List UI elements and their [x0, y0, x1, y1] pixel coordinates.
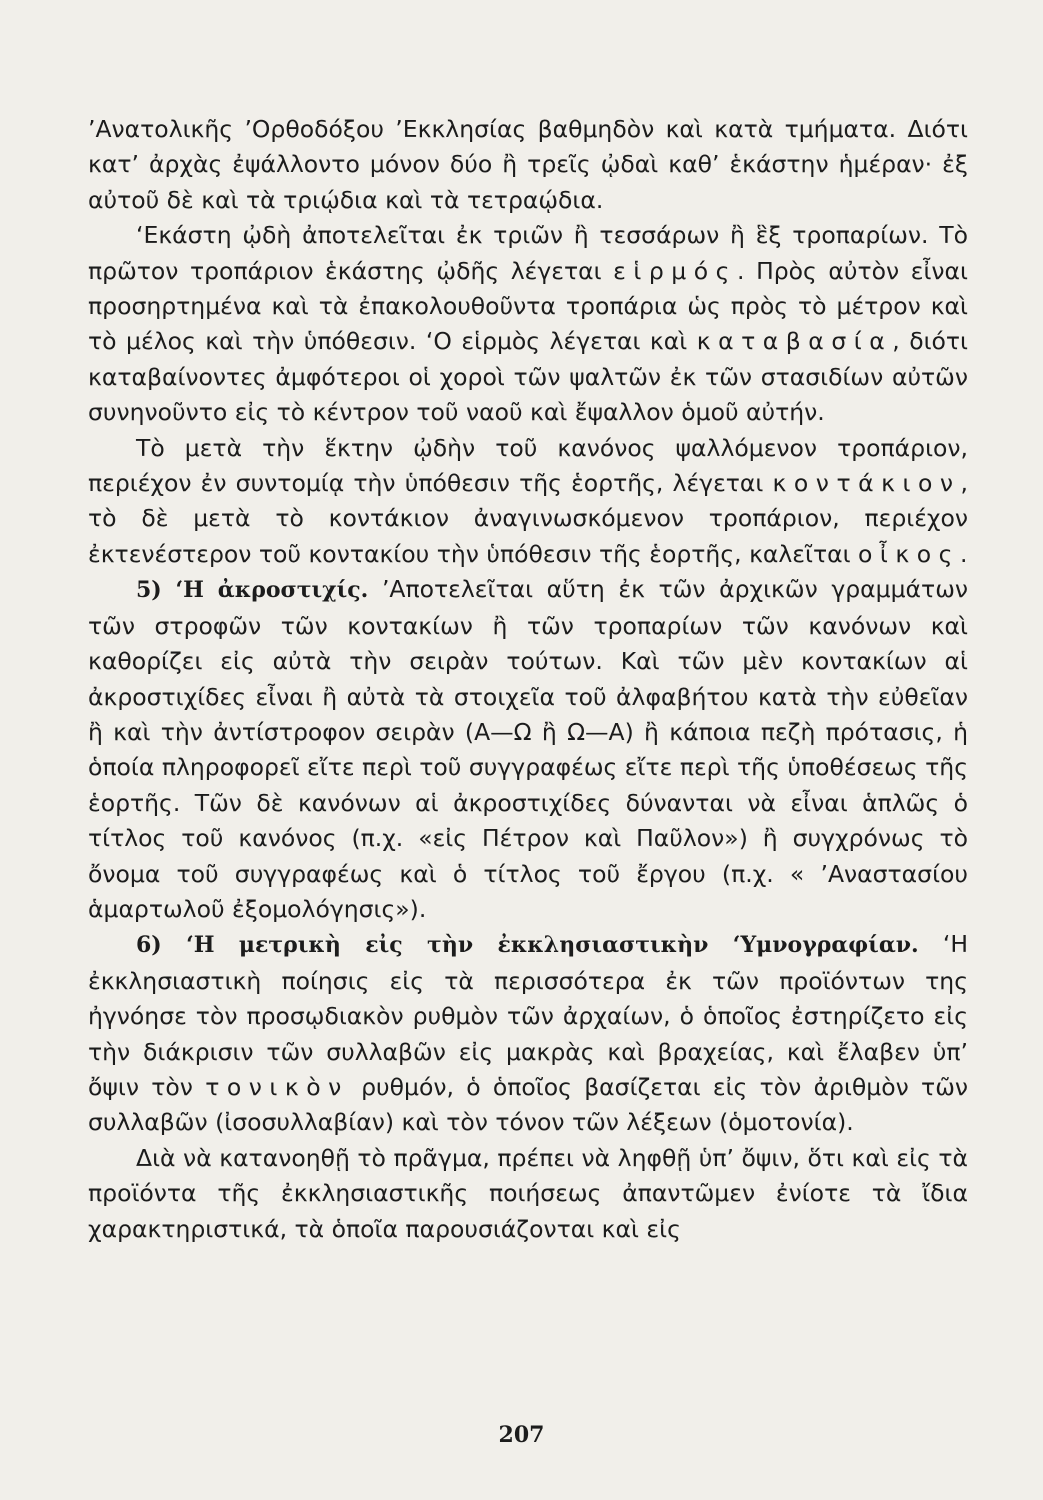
text-run: , διότι καταβαίνοντες ἀμφότεροι οἱ χοροὶ τῶν ψαλτῶν ἐκ τῶν στασιδίων αὐτῶν συνηνοῦντο εἰς τὸ κέντρον τοῦ ναοῦ καὶ ἔψαλλον ὁμοῦ αὐτήν.: [88, 327, 969, 427]
spaced-term: καταβασία: [696, 327, 893, 356]
text-run: ’Αποτελεῖται αὕτη ἐκ τῶν ἀρχικῶν γραμμάτων τῶν στροφῶν τῶν κοντακίων ἢ τῶν τροπαρίων τῶν κανόνων καὶ καθορίζει εἰς αὐτὰ τὴν σειρὰν τούτων. Καὶ τῶν μὲν κοντακίων αἱ ἀκροστιχίδες εἶναι ἢ αὐτὰ τὰ στοιχεῖα τοῦ ἀλφαβήτου κατὰ τὴν εὐθεῖαν ἢ καὶ τὴν ἀντίστροφον σειρὰν (Α—Ω ἢ Ω—Α) ἢ κάποια πεζὴ πρότασις, ἡ ὁποία πληροφορεῖ εἴτε περὶ τοῦ συγγραφέως εἴτε περὶ τῆς ὑποθέσεως τῆς ἑορτῆς. Τῶν δὲ κανόνων αἱ ἀκροστιχίδες δύνανται νὰ εἶναι ἁπλῶς ὁ τίτλος τοῦ κανόνος (π.χ. «εἰς Πέτρον καὶ Παῦλον») ἢ συγχρόνως τὸ ὄνομα τοῦ συγγραφέως καὶ ὁ τίτλος τοῦ ἔργου (π.χ. « ’Αναστασίου ἁμαρτωλοῦ ἐξομολόγησις»).: [88, 575, 968, 923]
paragraph: [88, 572, 968, 927]
paragraph: [88, 1141, 968, 1247]
paragraph: [88, 927, 968, 1140]
spaced-term: τονικὸν: [205, 1072, 349, 1101]
spaced-term: εἱρμός: [613, 256, 737, 285]
text-run: , τὸ δὲ μετὰ τὸ κοντάκιον ἀναγινωσκόμενον τροπάριον, περιέχον ἐκτενέστερον τοῦ κοντακίου τὴν ὑπόθεσιν τῆς ἑορτῆς, καλεῖται: [88, 469, 968, 568]
text-run: ρυθμόν, ὁ ὁποῖος βασίζεται εἰς τὸν ἀριθμὸν τῶν συλλαβῶν (ἰσοσυλλαβίαν) καὶ τὸν τόνον τῶν λέξεων (ὁμοτονία).: [88, 1072, 969, 1137]
section-heading: 5) ‘Η ἀκροστιχίς.: [136, 577, 369, 604]
paragraph: [88, 218, 968, 430]
body-text: [88, 112, 968, 1247]
text-run: Διὰ νὰ κατανοηθῇ τὸ πρᾶγμα, πρέπει νὰ ληφθῇ ὑπ’ ὄψιν, ὅτι καὶ εἰς τὰ προϊόντα τῆς ἐκκλησιαστικῆς ποιήσεως ἀπαντῶμεν ἐνίοτε τὰ ἴδια χαρακτηριστικά, τὰ ὁποῖα παρουσιάζονται καὶ εἰς: [88, 1143, 968, 1243]
page-number: 207: [498, 1422, 545, 1448]
text-run: ’Ανατολικῆς ’Ορθοδόξου ’Εκκλησίας βαθμηδὸν καὶ κατὰ τμήματα. Διότι κατ’ ἀρχὰς ἐψάλλοντο μόνον δύο ἢ τρεῖς ᾠδαὶ καθ’ ἑκάστην ἡμέραν· ἐξ αὐτοῦ δὲ καὶ τὰ τριῴδια καὶ τὰ τετραῴδια.: [88, 115, 968, 214]
text-run: .: [959, 539, 968, 568]
spaced-term: οἶκος: [858, 539, 960, 568]
spaced-term: κοντάκιον: [772, 469, 961, 498]
section-heading: 6) ‘Η μετρικὴ εἰς τὴν ἐκκλησιαστικὴν ‘Υμνογραφίαν.: [136, 932, 919, 959]
text-run: ‘Η ἐκκλησιαστικὴ ποίησις εἰς τὰ περισσότερα ἐκ τῶν προϊόντων της ἠγνόησε τὸν προσῳδιακὸν ρυθμὸν τῶν ἀρχαίων, ὁ ὁποῖος ἐστηρίζετο εἰς τὴν διάκρισιν τῶν συλλαβῶν εἰς μακρὰς καὶ βραχείας, καὶ ἔλαβεν ὑπ’ ὄψιν τὸν: [88, 930, 968, 1101]
text-run: Τὸ μετὰ τὴν ἕκτην ᾠδὴν τοῦ κανόνος ψαλλόμενον τροπάριον, περιέχον ἐν συντομίᾳ τὴν ὑπόθεσιν τῆς ἑορτῆς, λέγεται: [88, 433, 968, 498]
text-run: ‘Εκάστη ᾠδὴ ἀποτελεῖται ἐκ τριῶν ἢ τεσσάρων ἢ ἓξ τροπαρίων. Τὸ πρῶτον τροπάριον ἑκάστης ᾠδῆς λέγεται: [88, 221, 968, 285]
paragraph: [88, 112, 968, 218]
text-run: . Πρὸς αὐτὸν εἶναι προσηρτημένα καὶ τὰ ἐπακολουθοῦντα τροπάρια ὡς πρὸς τὸ μέτρον καὶ τὸ μέλος καὶ τὴν ὑπόθεσιν. ‘Ο εἱρμὸς λέγεται καὶ: [88, 256, 968, 356]
paragraph: [88, 431, 968, 573]
